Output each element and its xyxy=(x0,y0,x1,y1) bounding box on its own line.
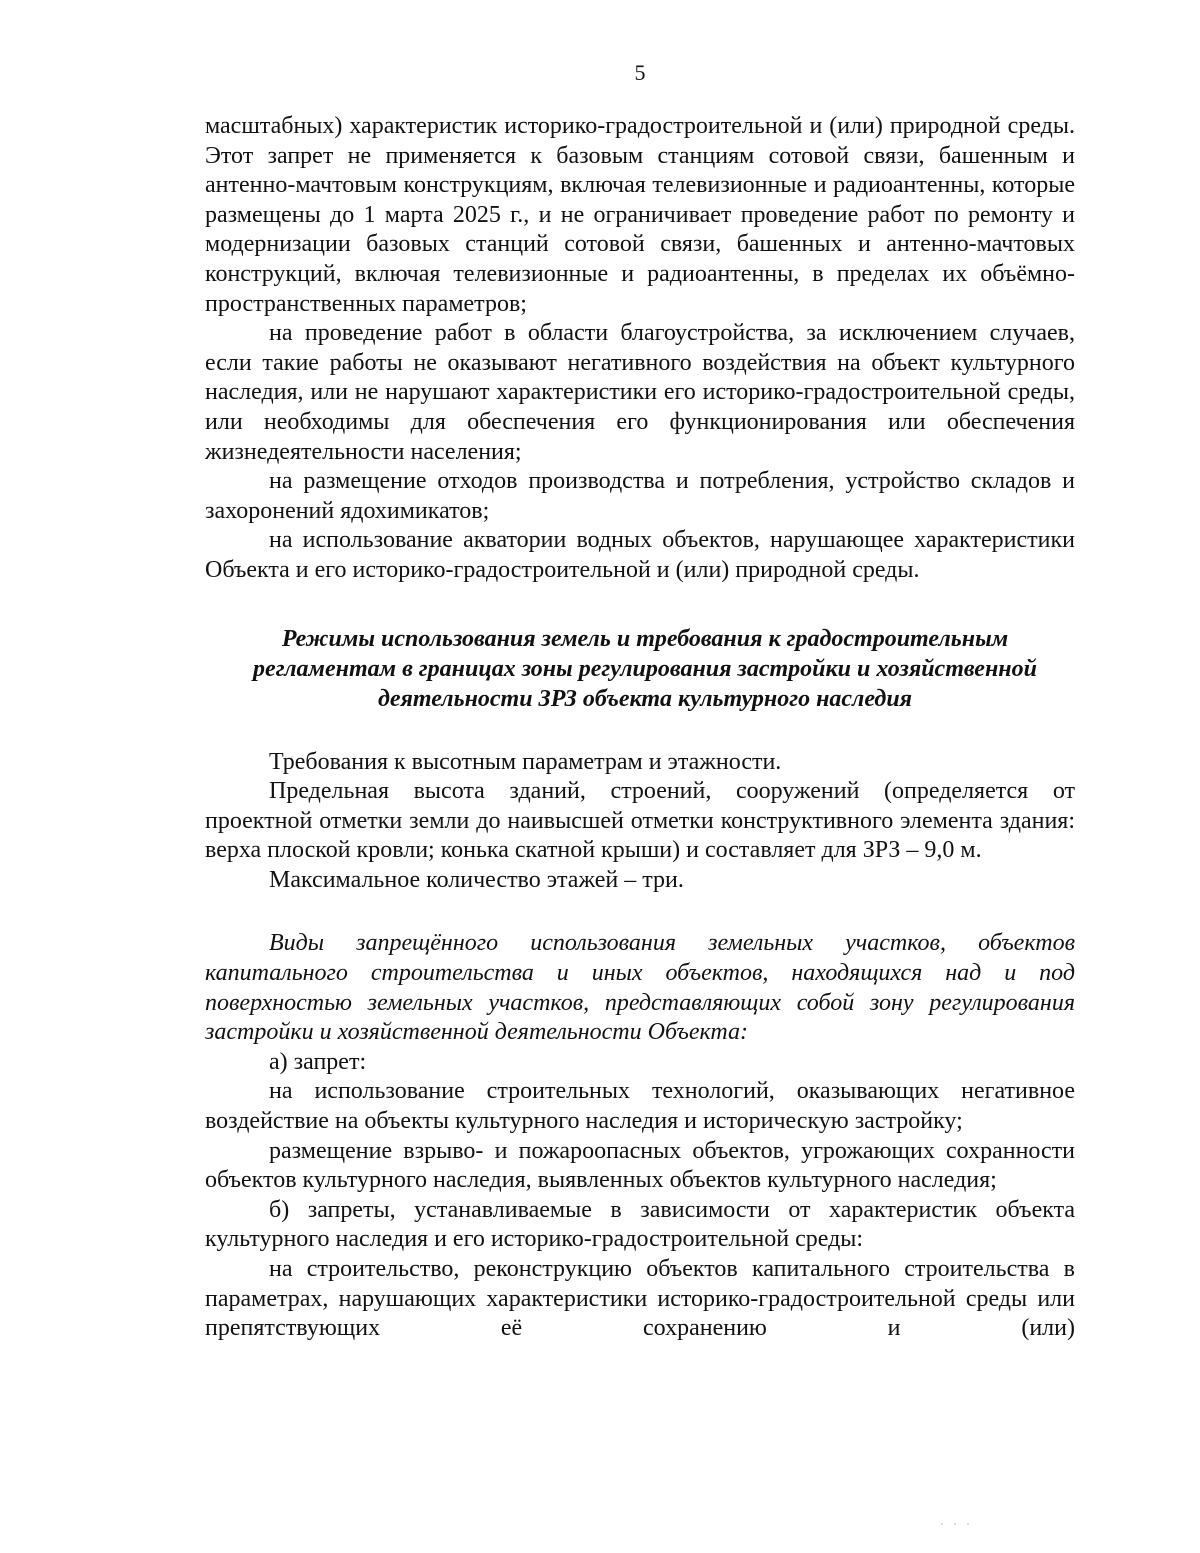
scan-specks: ˙ ˙ ˙ xyxy=(940,1520,973,1534)
paragraph: б) запреты, устанавливаемые в зависимости от характеристик объекта культурного наследия и его историко-градостроительной среды: xyxy=(205,1196,1075,1253)
document-body xyxy=(205,112,1075,1344)
paragraph: размещение взрыво- и пожароопасных объектов, угрожающих сохранности объектов культурного наследия, выявленных объектов культурного наследия; xyxy=(205,1137,1075,1194)
paragraph: Требования к высотным параметрам и этажности. xyxy=(269,748,782,775)
paragraph: Предельная высота зданий, строений, сооружений (определяется от проектной отметки земли до наивысшей отметки конструктивного элемента здания: верха плоской кровли; конька скатной крыши) и составляет для ЗРЗ – 9,0 м. xyxy=(205,778,1075,864)
paragraph: на использование акватории водных объектов, нарушающее характеристики Объекта и его историко-градостроительной и (или) природной среды. xyxy=(205,527,1075,583)
section-heading: Режимы использования земель и требования к градостроительным регламентам в границах зоны регулирования застройки и хозяйственной деятельности ЗРЗ объекта культурного наследия xyxy=(253,625,1037,712)
page-number: 5 xyxy=(634,60,646,85)
italic-paragraph: Виды запрещённого использования земельных участков, объектов капитального строительства и иных объектов, находящихся над и под поверхностью земельных участков, представляющих собой зону регулирования застройки и хозяйственной деятельности Объекта: xyxy=(205,930,1075,1046)
paragraph: Максимальное количество этажей – три. xyxy=(269,866,684,893)
paragraph: на проведение работ в области благоустройства, за исключением случаев, если такие работы не оказывают негативного воздействия на объект культурного наследия, или не нарушают характеристики его историко-градостроительной среды, или необходимы для обеспечения его функционирования или обеспечения жизнедеятельности населения; xyxy=(205,320,1075,465)
paragraph: а) запрет: xyxy=(269,1048,367,1075)
paragraph: масштабных) характеристик историко-градостроительной и (или) природной среды. Этот запрет не применяется к базовым станциям сотовой связи, башенным и антенно-мачтовым конструкциям, включая телевизионные и радиоантенны, которые размещены до 1 марта 2025 г., и не ограничивает проведение работ по ремонту и модернизации базовых станций сотовой связи, башенных и антенно-мачтовых конструкций, включая телевизионные и радиоантенны, в пределах их объёмно-пространственных параметров; xyxy=(205,113,1075,317)
paragraph: на размещение отходов производства и потребления, устройство складов и захоронений ядохимикатов; xyxy=(205,468,1075,524)
paragraph: на использование строительных технологий, оказывающих негативное воздействие на объекты культурного наследия и историческую застройку; xyxy=(205,1078,1075,1135)
paragraph: на строительство, реконструкцию объектов капитального строительства в параметрах, нарушающих характеристики историко-градостроительной среды или препятствующих её сохранению и (или) xyxy=(205,1256,1075,1342)
